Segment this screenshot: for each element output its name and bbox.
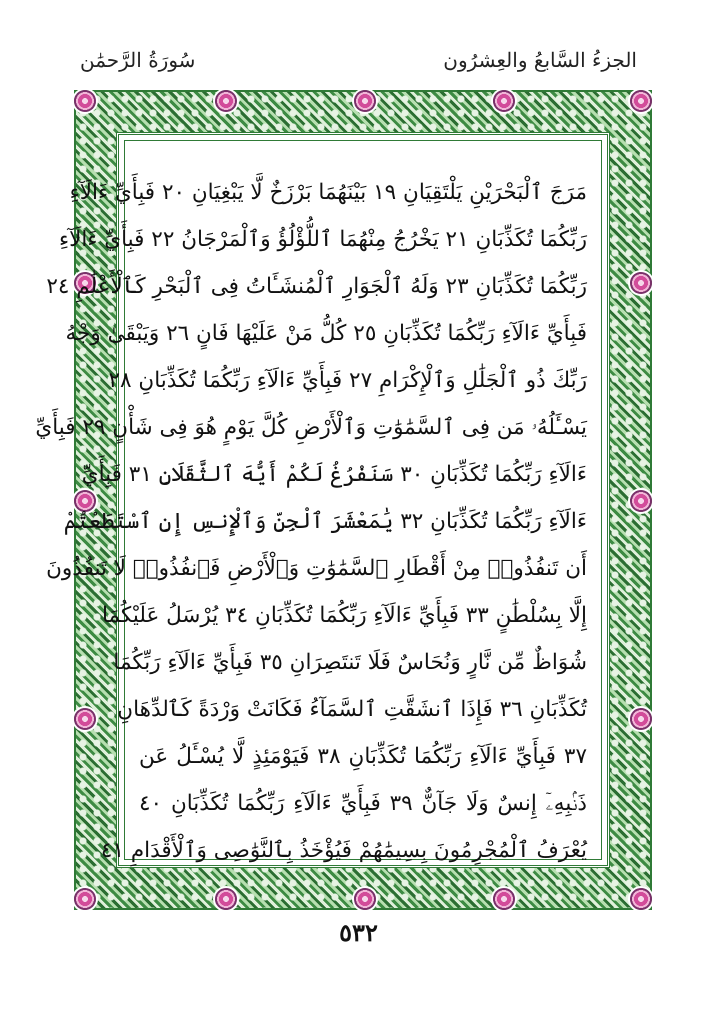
rosette-ornament [630,272,652,294]
verse-line: إِلَّا بِسُلْطَٰنٍ ٣٣ فَبِأَيِّ ءَالَآءِ رَبِّكُمَا تُكَذِّبَانِ ٣٤ يُرْسَلُ عَلَيْكُمَا [102,603,587,628]
verse-line: تُكَذِّبَانِ ٣٦ فَإِذَا ٱنشَقَّتِ ٱلسَّمَآءُ فَكَانَتْ وَرْدَةً كَٱلدِّهَانِ [117,697,587,722]
text-panel [35,132,610,868]
surah-title: سُورَةُ الرَّحمَٰن [80,48,196,72]
verse-line: ٣٧ فَبِأَيِّ ءَالَآءِ رَبِّكُمَا تُكَذِّبَانِ ٣٨ فَيَوْمَئِذٍ لَّا يُسْـَٔلُ عَن [139,744,587,769]
rosette-ornament [215,888,237,910]
page-header [80,48,637,84]
verse-line: ذَنۢبِهِۦٓ إِنسٌ وَلَا جَآنٌّ ٣٩ فَبِأَيِّ ءَالَآءِ رَبِّكُمَا تُكَذِّبَانِ ٤٠ [139,791,587,816]
rosette-ornament [630,490,652,512]
verse-line: فَبِأَيِّ ءَالَآءِ رَبِّكُمَا تُكَذِّبَانِ ٢٥ كُلُّ مَنْ عَلَيْهَا فَانٍ ٢٦ وَيَبْقَىٰ وَجْهُ [65,321,587,346]
rosette-ornament [630,708,652,730]
rosette-ornament [630,90,652,112]
rosette-ornament [354,888,376,910]
rosette-ornament [493,90,515,112]
verse-line: ءَالَآءِ رَبِّكُمَا تُكَذِّبَانِ ٣٠ سَنَفْرُغُ لَكُمْ أَيُّهَ ٱلثَّقَلَانِ ٣١ فَبِأَيِّ [81,462,587,487]
rosette-ornament [74,888,96,910]
page-number: ٥٣٢ [339,918,378,947]
verse-line: يَسْـَٔلُهُۥ مَن فِى ٱلسَّمَٰوَٰتِ وَٱلْأَرْضِ كُلَّ يَوْمٍ هُوَ فِى شَأْنٍ ٢٩ فَبِأَيِّ [35,415,587,440]
verse-line: يُعْرَفُ ٱلْمُجْرِمُونَ بِسِيمَٰهُمْ فَيُؤْخَذُ بِٱلنَّوَٰصِى وَٱلْأَقْدَامِ ٤١ [100,838,587,863]
verse-line: شُوَاظٌ مِّن نَّارٍ وَنُحَاسٌ فَلَا تَنتَصِرَانِ ٣٥ فَبِأَيِّ ءَالَآءِ رَبِّكُمَا [113,650,587,675]
verse-line: مَرَجَ ٱلْبَحْرَيْنِ يَلْتَقِيَانِ ١٩ بَيْنَهُمَا بَرْزَخٌ لَّا يَبْغِيَانِ ٢٠ فَبِأَيِّ ءَالَآءِ [69,180,587,205]
rosette-ornament [493,888,515,910]
rosette-ornament [74,708,96,730]
rosette-ornament [630,888,652,910]
rosette-ornament [74,90,96,112]
juz-title: الجزءُ السَّابعُ والعِشرُون [443,48,637,72]
verse-line: رَبِّكُمَا تُكَذِّبَانِ ٢٣ وَلَهُ ٱلْجَوَارِ ٱلْمُنشَـَٔاتُ فِى ٱلْبَحْرِ كَٱلْأَعْلَٰمِ ٢٤ [46,274,587,299]
verse-line: ءَالَآءِ رَبِّكُمَا تُكَذِّبَانِ ٣٢ يَٰمَعْشَرَ ٱلْجِنِّ وَٱلْإِنسِ إِنِ ٱسْتَطَعْتُمْ [63,509,587,534]
rosette-ornament [354,90,376,112]
verse-line: رَبِّكُمَا تُكَذِّبَانِ ٢١ يَخْرُجُ مِنْهُمَا ٱللُّؤْلُؤُ وَٱلْمَرْجَانُ ٢٢ فَبِأَيِّ ءَالَآءِ [58,227,587,252]
ornamental-border [35,90,652,910]
verse-line: رَبِّكَ ذُو ٱلْجَلَٰلِ وَٱلْإِكْرَامِ ٢٧ فَبِأَيِّ ءَالَآءِ رَبِّكُمَا تُكَذِّبَانِ ٢٨ [108,368,587,393]
verse-line: أَن تَنفُذُوا۟ مِنْ أَقْطَارِ ٱلسَّمَٰوَٰتِ وَٱلْأَرْضِ فَٱنفُذُوا۟ لَا تَنفُذُونَ [46,556,587,581]
rosette-ornament [215,90,237,112]
